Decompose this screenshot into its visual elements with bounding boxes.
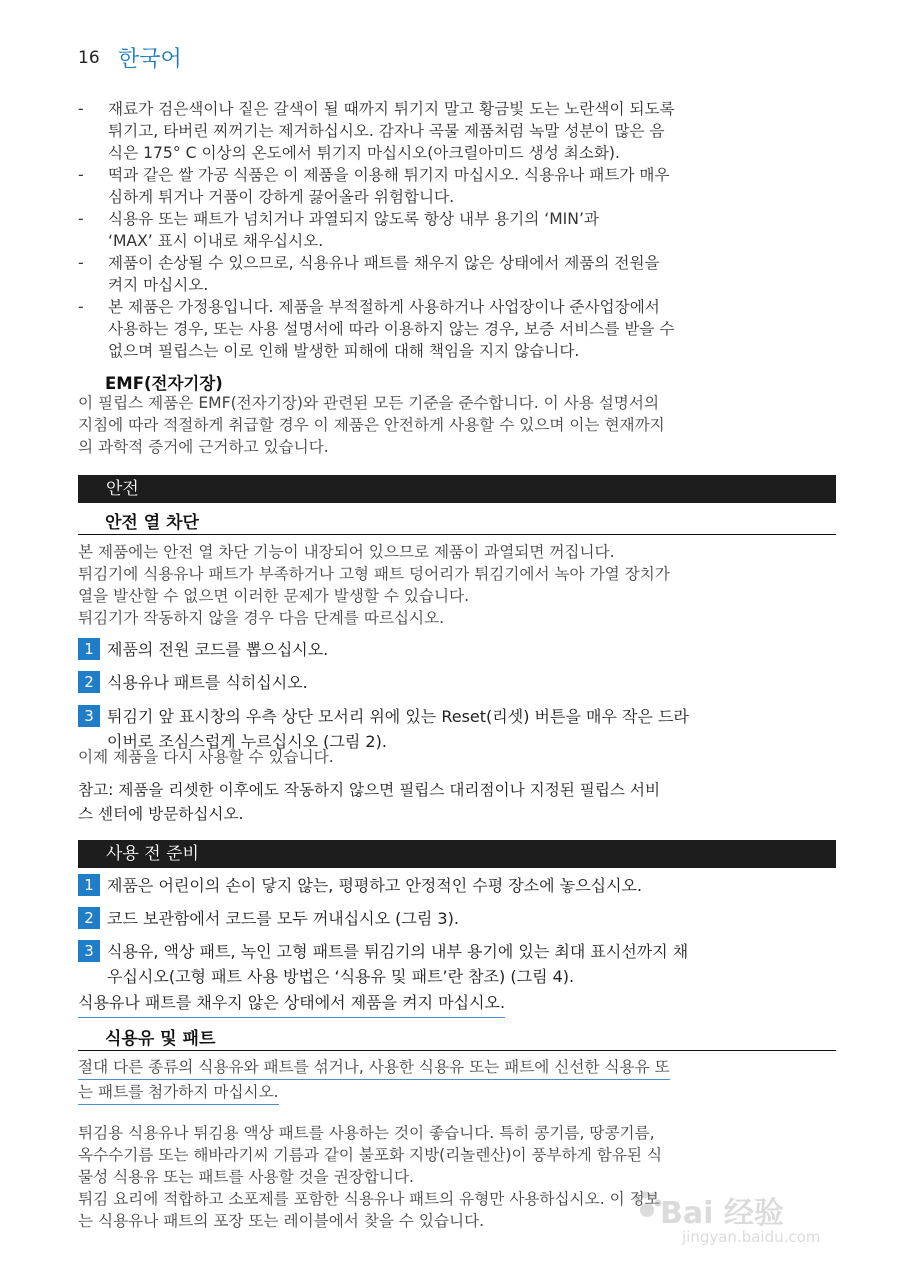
step-text: 제품의 전원 코드를 뽑으십시오. [107, 640, 329, 659]
watermark [632, 1182, 862, 1252]
step-text: 식용유, 액상 패트, 녹인 고형 패트를 튀김기의 내부 용기에 있는 최대 표시선까지 채 [107, 942, 689, 961]
step-number-badge: 2 [78, 671, 100, 693]
subsection-title: 안전 열 차단 [105, 513, 199, 533]
bullet-line: 식은 175° C 이상의 온도에서 튀기지 마십시오(아크릴아미드 생성 최소화). [108, 144, 620, 162]
step-text: 코드 보관함에서 코드를 모두 꺼내십시오 (그림 3). [107, 909, 459, 928]
step-number-badge: 2 [78, 907, 100, 929]
prep-step [78, 906, 838, 931]
caution-bullet-list [78, 98, 838, 362]
paragraph-line: 이 필립스 제품은 EMF(전자기장)와 관련된 모든 기준을 준수합니다. 이 사용 설명서의 [78, 394, 660, 412]
bullet-line: 재료가 검은색이나 짙은 갈색이 될 때까지 튀기지 말고 황금빛 도는 노란색이 되도록 [108, 100, 675, 118]
prep-step [78, 873, 838, 898]
subsection-heading-thermal-cutoff [78, 505, 836, 535]
prep-warning: 식용유나 패트를 채우지 않은 상태에서 제품을 켜지 마십시오. [78, 991, 505, 1018]
prep-step [78, 939, 838, 989]
safety-after-text: 이제 제품을 다시 사용할 수 있습니다. [78, 748, 334, 766]
bullet-dash: - [78, 298, 84, 316]
paragraph-line: 튀김용 식용유나 튀김용 액상 패트를 사용하는 것이 좋습니다. 특히 콩기름, 땅콩기름, [78, 1124, 655, 1142]
paragraph-line: 의 과학적 증거에 근거하고 있습니다. [78, 438, 329, 456]
bullet-line: 식용유 또는 패트가 넘치거나 과열되지 않도록 항상 내부 용기의 ‘MIN’과 [108, 210, 599, 228]
step-text: 이버로 조심스럽게 누르십시오 (그림 2). [107, 732, 387, 751]
step-text: 튀김기 앞 표시창의 우측 상단 모서리 위에 있는 Reset(리셋) 버튼을 매우 작은 드라 [107, 707, 689, 726]
bullet-dash: - [78, 166, 84, 184]
step-number-badge: 3 [78, 940, 100, 962]
bullet-dash: - [78, 210, 84, 228]
paragraph-line: 튀김기가 작동하지 않을 경우 다음 단계를 따르십시오. [78, 609, 445, 627]
section-header-safety: 안전 [78, 475, 836, 503]
emf-paragraph [78, 392, 838, 458]
step-text: 제품은 어린이의 손이 닿지 않는, 평평하고 안정적인 수평 장소에 놓으십시오. [107, 876, 643, 895]
bullet-dash: - [78, 254, 84, 272]
subsection-heading-oil-fat [78, 1021, 836, 1051]
warning-line: 는 패트를 첨가하지 마십시오. [78, 1080, 279, 1105]
note-line: 스 센터에 방문하십시오. [78, 805, 244, 823]
bullet-line: 없으며 필립스는 이로 인해 발생한 피해에 대해 책임을 지지 않습니다. [108, 342, 580, 360]
bullet-item [78, 296, 838, 362]
step-text: 우십시오(고형 패트 사용 방법은 ‘식용유 및 패트’란 참조) (그림 4). [107, 967, 575, 986]
bullet-line: 떡과 같은 쌀 가공 식품은 이 제품을 이용해 튀기지 마십시오. 식용유나 패트가 매우 [108, 166, 670, 184]
safety-step [78, 670, 838, 695]
page-number: 16 [78, 48, 100, 68]
bullet-item [78, 208, 838, 252]
step-number-badge: 1 [78, 638, 100, 660]
oil-warning [78, 1055, 838, 1105]
paragraph-line: 튀김 요리에 적합하고 소포제를 포함한 식용유나 패트의 유형만 사용하십시오. 이 정보 [78, 1190, 660, 1208]
bullet-line: 튀기고, 타버린 찌꺼기는 제거하십시오. 감자나 곡물 제품처럼 녹말 성분이 많은 음 [108, 122, 665, 140]
bullet-item [78, 164, 838, 208]
paragraph-line: 열을 발산할 수 없으면 이러한 문제가 발생할 수 있습니다. [78, 587, 470, 605]
paragraph-line: 지침에 따라 적절하게 취급할 경우 이 제품은 안전하게 사용할 수 있으며 이는 현재까지 [78, 416, 665, 434]
bullet-line: 심하게 튀거나 거품이 강하게 끓어올라 위험합니다. [108, 188, 455, 206]
safety-intro-paragraph [78, 541, 838, 629]
watermark-url: jingyan.baidu.com [682, 1228, 821, 1246]
watermark-brand: Bai 经验 [660, 1196, 784, 1231]
step-text: 식용유나 패트를 식히십시오. [107, 673, 308, 692]
paragraph-line: 옥수수기름 또는 해바라기씨 기름과 같이 불포화 지방(리놀렌산)이 풍부하게 함유된 식 [78, 1146, 663, 1164]
bullet-item [78, 252, 838, 296]
bullet-dash: - [78, 100, 84, 118]
bullet-line: 사용하는 경우, 또는 사용 설명서에 따라 이용하지 않는 경우, 보증 서비스를 받을 수 [108, 320, 675, 338]
language-title: 한국어 [118, 47, 182, 72]
bullet-line: 본 제품은 가정용입니다. 제품을 부적절하게 사용하거나 사업장이나 준사업장에서 [108, 298, 660, 316]
note-line: 참고: 제품을 리셋한 이후에도 작동하지 않으면 필립스 대리점이나 지정된 필립스 서비 [78, 781, 661, 799]
bullet-line: 제품이 손상될 수 있으므로, 식용유나 패트를 채우지 않은 상태에서 제품의 전원을 [108, 254, 660, 272]
step-number-badge: 3 [78, 705, 100, 727]
paragraph-line: 는 식용유나 패트의 포장 또는 레이블에서 찾을 수 있습니다. [78, 1212, 485, 1230]
step-number-badge: 1 [78, 874, 100, 896]
safety-step [78, 637, 838, 662]
paragraph-line: 본 제품에는 안전 열 차단 기능이 내장되어 있으므로 제품이 과열되면 꺼집니다. [78, 543, 615, 561]
bullet-line: 켜지 마십시오. [108, 276, 209, 294]
subsection-title: 식용유 및 패트 [105, 1029, 216, 1049]
bullet-line: ‘MAX’ 표시 이내로 채우십시오. [108, 232, 324, 250]
paragraph-line: 튀김기에 식용유나 패트가 부족하거나 고형 패트 덩어리가 튀김기에서 녹아 가열 장치가 [78, 565, 670, 583]
section-header-prep: 사용 전 준비 [78, 840, 836, 868]
emf-heading: EMF(전자기장) [105, 374, 223, 393]
paw-icon [632, 1190, 662, 1220]
bullet-item [78, 98, 838, 164]
safety-note [78, 778, 838, 826]
paragraph-line: 물성 식용유 또는 패트를 사용할 것을 권장합니다. [78, 1168, 414, 1186]
warning-line: 절대 다른 종류의 식용유와 패트를 섞거나, 사용한 식용유 또는 패트에 신선한 식용유 또 [78, 1055, 670, 1080]
